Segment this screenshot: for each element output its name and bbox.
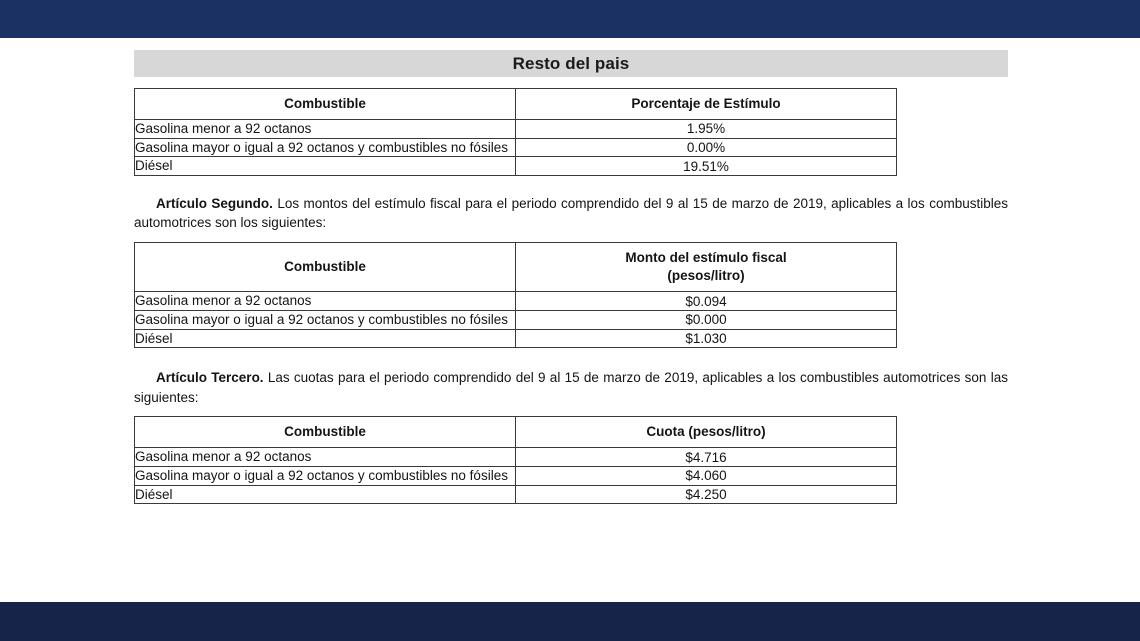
table-row bbox=[135, 329, 897, 348]
cell-fuel-value: $0.094 bbox=[516, 292, 897, 311]
column-header-combustible-label: Combustible bbox=[284, 96, 366, 111]
column-header-cuota-label: Cuota (pesos/litro) bbox=[646, 424, 766, 440]
column-header-porcentaje-estimulo bbox=[516, 89, 897, 120]
cell-fuel-name: Gasolina menor a 92 octanos bbox=[135, 448, 516, 467]
top-band-image bbox=[0, 0, 1140, 38]
column-header-combustible bbox=[135, 242, 516, 291]
table-row bbox=[135, 138, 897, 157]
cell-fuel-value: $1.030 bbox=[516, 329, 897, 348]
cell-fuel-name: Gasolina menor a 92 octanos bbox=[135, 292, 516, 311]
section-title-banner bbox=[134, 50, 1008, 77]
table-header-row bbox=[135, 242, 897, 291]
table-row bbox=[135, 448, 897, 467]
articulo-tercero-label: Artículo Tercero. bbox=[156, 370, 264, 386]
table-monto-estimulo-fiscal bbox=[134, 242, 897, 348]
cell-fuel-value: $4.060 bbox=[516, 466, 897, 485]
cell-fuel-value: $4.716 bbox=[516, 448, 897, 467]
column-header-combustible bbox=[135, 417, 516, 448]
column-header-combustible-label: Combustible bbox=[284, 424, 366, 440]
document-sheet bbox=[0, 38, 1140, 602]
table-wrapper-monto-estimulo-fiscal bbox=[134, 242, 1008, 348]
cell-fuel-name: Diésel bbox=[135, 157, 516, 176]
table-wrapper-porcentaje-estimulo bbox=[134, 88, 1008, 176]
cell-fuel-name: Diésel bbox=[135, 329, 516, 348]
top-decorative-band bbox=[0, 0, 1140, 38]
column-header-line-1: Monto del estímulo fiscal bbox=[625, 249, 787, 265]
cell-fuel-value: 0.00% bbox=[516, 138, 897, 157]
paragraph-articulo-tercero bbox=[134, 368, 1008, 407]
cell-fuel-name: Gasolina mayor o igual a 92 octanos y combustibles no fósiles bbox=[135, 310, 516, 329]
articulo-segundo-label: Artículo Segundo. bbox=[156, 195, 273, 211]
cell-fuel-name: Diésel bbox=[135, 485, 516, 504]
table-wrapper-cuotas bbox=[134, 416, 1008, 504]
table-row bbox=[135, 485, 897, 504]
cell-fuel-value: $0.000 bbox=[516, 310, 897, 329]
articulo-segundo-body: Los montos del estímulo fiscal para el periodo comprendido del 9 al 15 de marzo de 2019, aplicables a los combustibles automotrices son los siguientes: bbox=[134, 195, 1008, 231]
table-row bbox=[135, 292, 897, 311]
bottom-band-image bbox=[0, 602, 1140, 641]
paragraph-articulo-segundo bbox=[134, 194, 1008, 233]
table-header-row bbox=[135, 417, 897, 448]
column-header-cuota bbox=[516, 417, 897, 448]
table-header-row bbox=[135, 89, 897, 120]
cell-fuel-name: Gasolina mayor o igual a 92 octanos y combustibles no fósiles bbox=[135, 138, 516, 157]
table-porcentaje-estimulo bbox=[134, 88, 897, 176]
cell-fuel-value: $4.250 bbox=[516, 485, 897, 504]
cell-fuel-value: 1.95% bbox=[516, 120, 897, 139]
bottom-decorative-band bbox=[0, 602, 1140, 641]
column-header-combustible-label: Combustible bbox=[284, 259, 366, 275]
articulo-tercero-body: Las cuotas para el periodo comprendido del 9 al 15 de marzo de 2019, aplicables a los combustibles automotrices son las siguientes: bbox=[134, 370, 1008, 405]
cell-fuel-value: 19.51% bbox=[516, 157, 897, 176]
column-header-monto-estimulo-fiscal-label bbox=[516, 243, 896, 291]
section-title-text: Resto del pais bbox=[512, 53, 630, 73]
cell-fuel-name: Gasolina mayor o igual a 92 octanos y combustibles no fósiles bbox=[135, 466, 516, 485]
table-row bbox=[135, 466, 897, 485]
document-body bbox=[134, 38, 1008, 504]
table-row bbox=[135, 120, 897, 139]
column-header-line-2: (pesos/litro) bbox=[667, 268, 745, 284]
column-header-monto-estimulo-fiscal bbox=[516, 242, 897, 291]
column-header-combustible bbox=[135, 89, 516, 120]
column-header-porcentaje-estimulo-label: Porcentaje de Estímulo bbox=[631, 96, 781, 111]
table-cuotas bbox=[134, 416, 897, 504]
table-row bbox=[135, 157, 897, 176]
cell-fuel-name: Gasolina menor a 92 octanos bbox=[135, 120, 516, 139]
table-row bbox=[135, 310, 897, 329]
